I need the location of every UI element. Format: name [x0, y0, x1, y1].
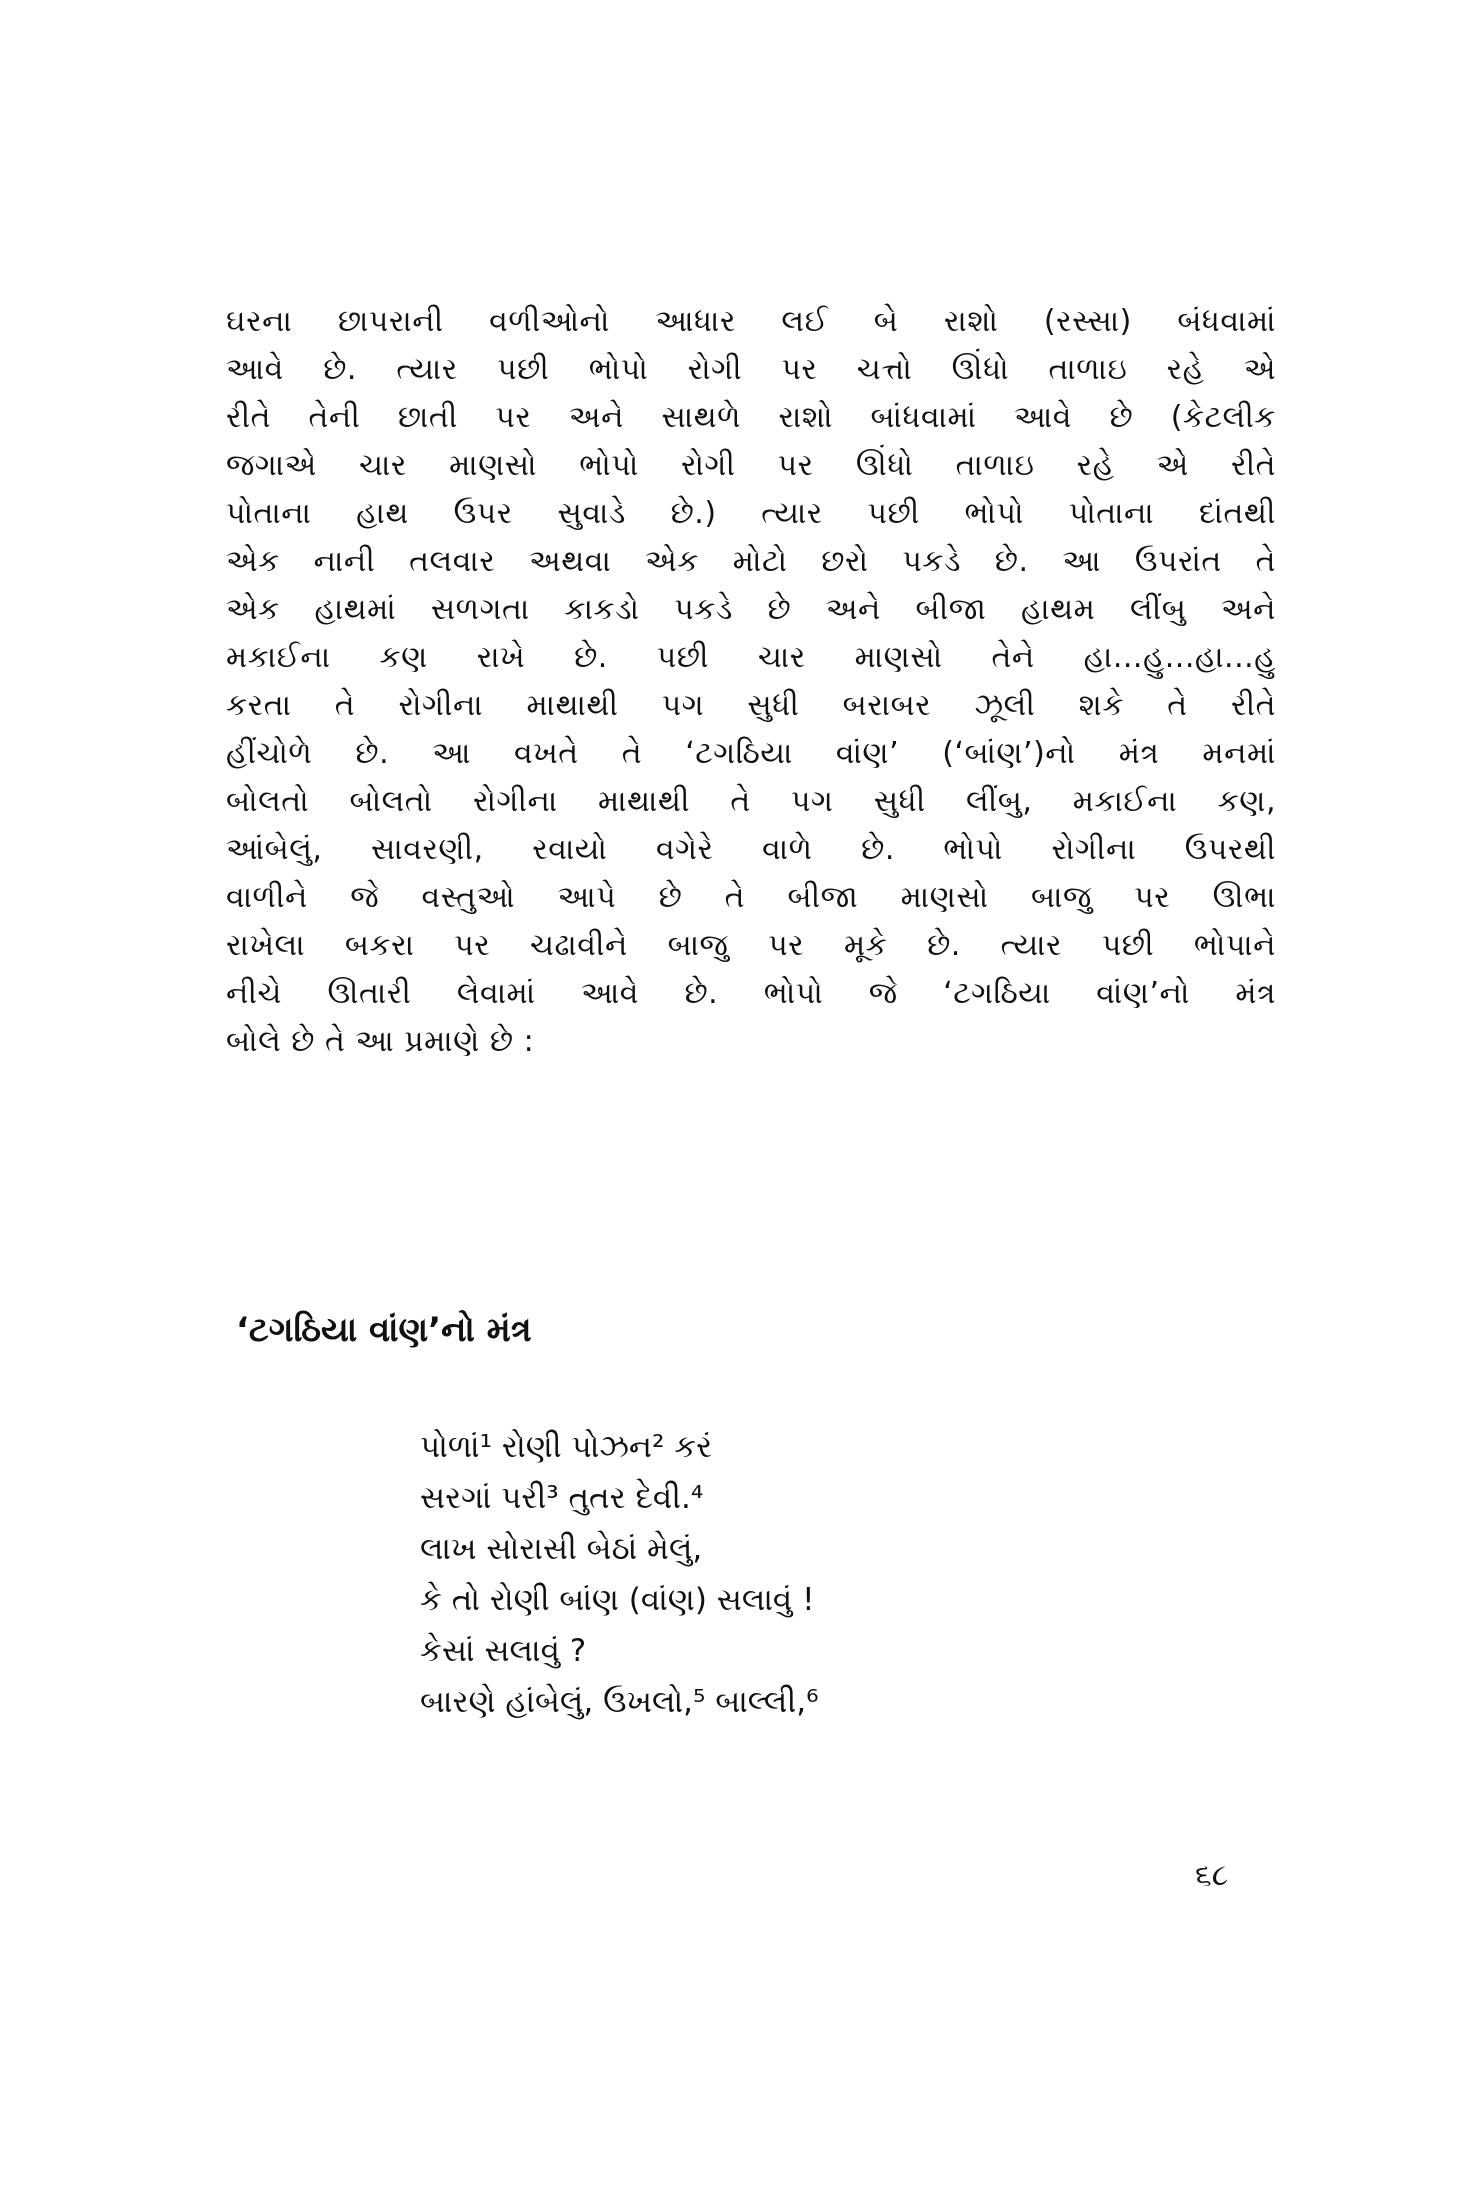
paragraph-line: વાળીને જે વસ્તુઓ આપે છે તે બીજા માણસો બાજુ પર ઊભા: [226, 880, 1276, 915]
body-paragraph: [226, 298, 1276, 1066]
paragraph-line: પોતાના હાથ ઉપર સુવાડે છે.) ત્યાર પછી ભોપો પોતાના દાંતથી: [226, 496, 1276, 531]
paragraph-line: રીતે તેની છાતી પર અને સાથળે રાશો બાંધવામાં આવે છે (કેટલીક: [226, 400, 1276, 435]
verse-line: સરગાં પરી³ તુતર દેવી.⁴: [420, 1480, 704, 1516]
paragraph-line: હીંચોળે છે. આ વખતે તે ‘ટગઠિયા વાંણ’ (‘બાંણ’)નો મંત્ર મનમાં: [226, 736, 1276, 771]
verse-line: લાખ સોરાસી બેઠાં મેલું,: [420, 1531, 703, 1567]
paragraph-line: ઘરના છાપરાની વળીઓનો આધાર લઈ બે રાશો (રસ્સા) બંધવામાં: [226, 304, 1276, 339]
section-heading: ‘ટગઠિયા વાંણ’નો મંત્ર: [236, 1310, 532, 1350]
verse-line: કે તો રોણી બાંણ (વાંણ) સલાવું !: [420, 1582, 815, 1618]
paragraph-line: એક નાની તલવાર અથવા એક મોટો છરો પકડે છે. આ ઉપરાંત તે: [226, 544, 1276, 579]
paragraph-line: એક હાથમાં સળગતા કાકડો પકડે છે અને બીજા હાથમ લીંબુ અને: [226, 592, 1276, 627]
page-number: ૬૮: [1195, 1858, 1229, 1893]
paragraph-line: બોલતો બોલતો રોગીના માથાથી તે પગ સુધી લીંબુ, મકાઈના કણ,: [226, 784, 1276, 819]
paragraph-line: આંબેલું, સાવરણી, રવાયો વગેરે વાળે છે. ભોપો રોગીના ઉપરથી: [226, 832, 1276, 867]
verse-line: પોળાં¹ રોણી પોઝન² કરં: [420, 1429, 713, 1465]
paragraph-line: બોલે છે તે આ પ્રમાણે છે :: [226, 1024, 535, 1059]
verse-line: બારણે હાંબેલું, ઉખલો,⁵ બાલ્લી,⁶: [420, 1684, 819, 1720]
paragraph-line: આવે છે. ત્યાર પછી ભોપો રોગી પર ચત્તો ઊંધો તાળાઇ રહે એ: [226, 352, 1276, 387]
paragraph-line: મકાઈના કણ રાખે છે. પછી ચાર માણસો તેને હા...હુ...હા...હુ: [226, 640, 1276, 675]
paragraph-line: કરતા તે રોગીના માથાથી પગ સુધી બરાબર ઝૂલી શકે તે રીતે: [226, 688, 1276, 723]
paragraph-line: નીચે ઊતારી લેવામાં આવે છે. ભોપો જે ‘ટગઠિયા વાંણ’નો મંત્ર: [226, 976, 1276, 1011]
paragraph-line: રાખેલા બકરા પર ચઢાવીને બાજુ પર મૂકે છે. ત્યાર પછી ભોપાને: [226, 928, 1276, 963]
paragraph-line: જગાએ ચાર માણસો ભોપો રોગી પર ઊંધો તાળાઇ રહે એ રીતે: [226, 448, 1276, 483]
mantra-verse: [420, 1422, 819, 1728]
verse-line: કેસાં સલાવું ?: [420, 1633, 587, 1669]
